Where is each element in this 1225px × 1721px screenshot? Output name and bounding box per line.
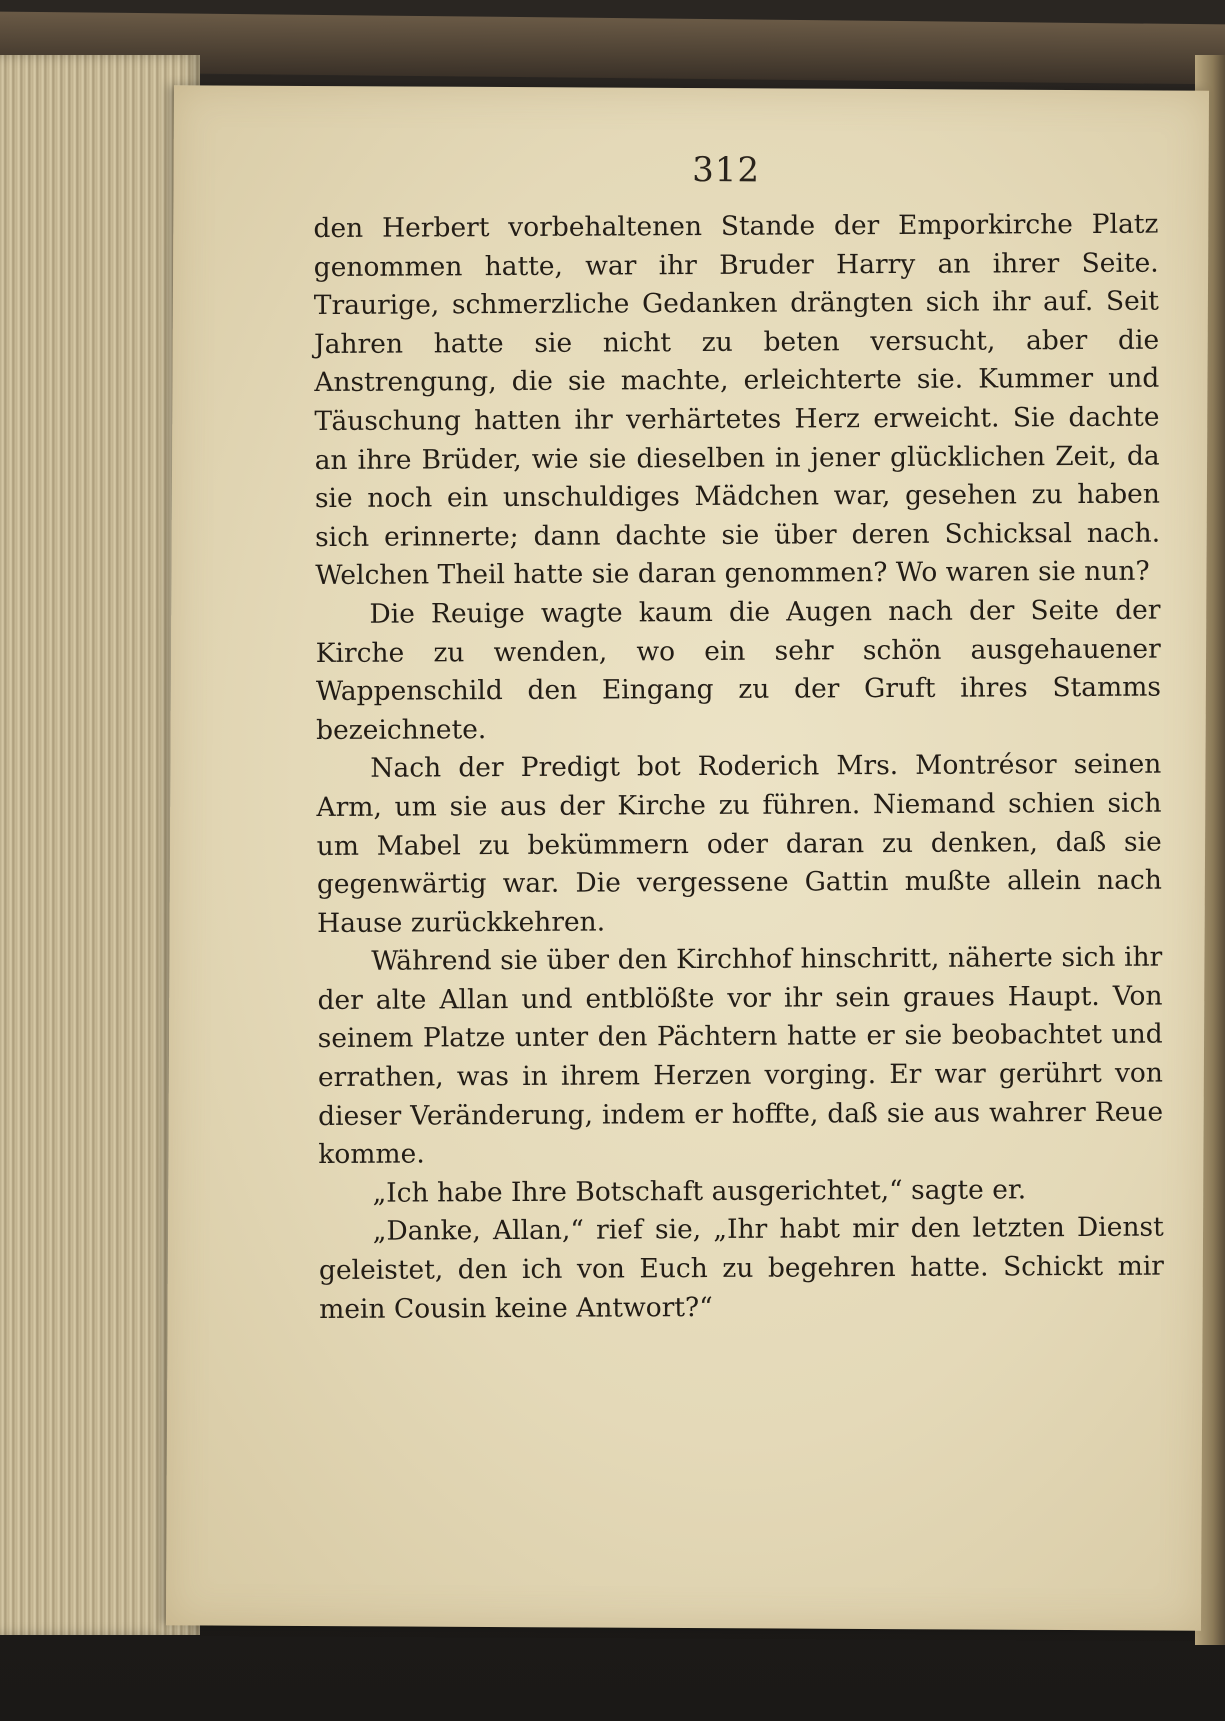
paragraph-6: „Danke, Allan,“ rief sie, „Ihr habt mir den letzten Dienst geleistet, den ich von Euch zu begehren hatte. Schickt mir mein Cousin keine Antwort?“ [318,1212,1165,1325]
paragraph-4: Während sie über den Kirchhof hinschritt, näherte sich ihr der alte Allan und entblößte vor ihr sein graues Haupt. Von seinem Platze unter den Pächtern hatte er sie beobachtet und errathen, was in ihrem Herzen vorging. Er war gerührt von dieser Veränderung, indem er hoffte, daß sie aus wahrer Reue komme. [317,941,1164,1171]
page-body-text [313,206,1164,1330]
paragraph-1: den Herbert vorbehaltenen Stande der Emporkirche Platz genommen hatte, war ihr Bruder Harry an ihrer Seite. Traurige, schmerzliche Gedanken drängten sich ihr auf. Seit Jahren hatte sie nicht zu beten versucht, aber die Anstrengung, die sie machte, erleichterte sie. Kummer und Täuschung hatten ihr verhärtetes Herz erweicht. Sie dachte an ihre Brüder, wie sie dieselben in jener glücklichen Zeit, da sie noch ein unschuldiges Mädchen war, gesehen zu haben sich erinnerte; dann dachte sie über deren Schicksal nach. Welchen Theil hatte sie daran genommen? Wo waren sie nun? [313,208,1161,592]
page-number: 312 [692,150,761,191]
paragraph-3: Nach der Predigt bot Roderich Mrs. Montrésor seinen Arm, um sie aus der Kirche zu führen. Niemand schien sich um Mabel zu bekümmern oder daran zu denken, daß sie gegenwärtig war. Die vergessene Gattin mußte allein nach Hause zurückkehren. [316,748,1162,939]
paragraph-5: „Ich habe Ihre Botschaft ausgerichtet,“ sagte er. [372,1174,1027,1209]
book-page [166,85,1209,1630]
paragraph-2: Die Reuige wagte kaum die Augen nach der Seite der Kirche zu wenden, wo ein sehr schön ausgehauener Wappenschild den Eingang zu der Gruft ihres Stamms bezeichnete. [315,594,1161,746]
